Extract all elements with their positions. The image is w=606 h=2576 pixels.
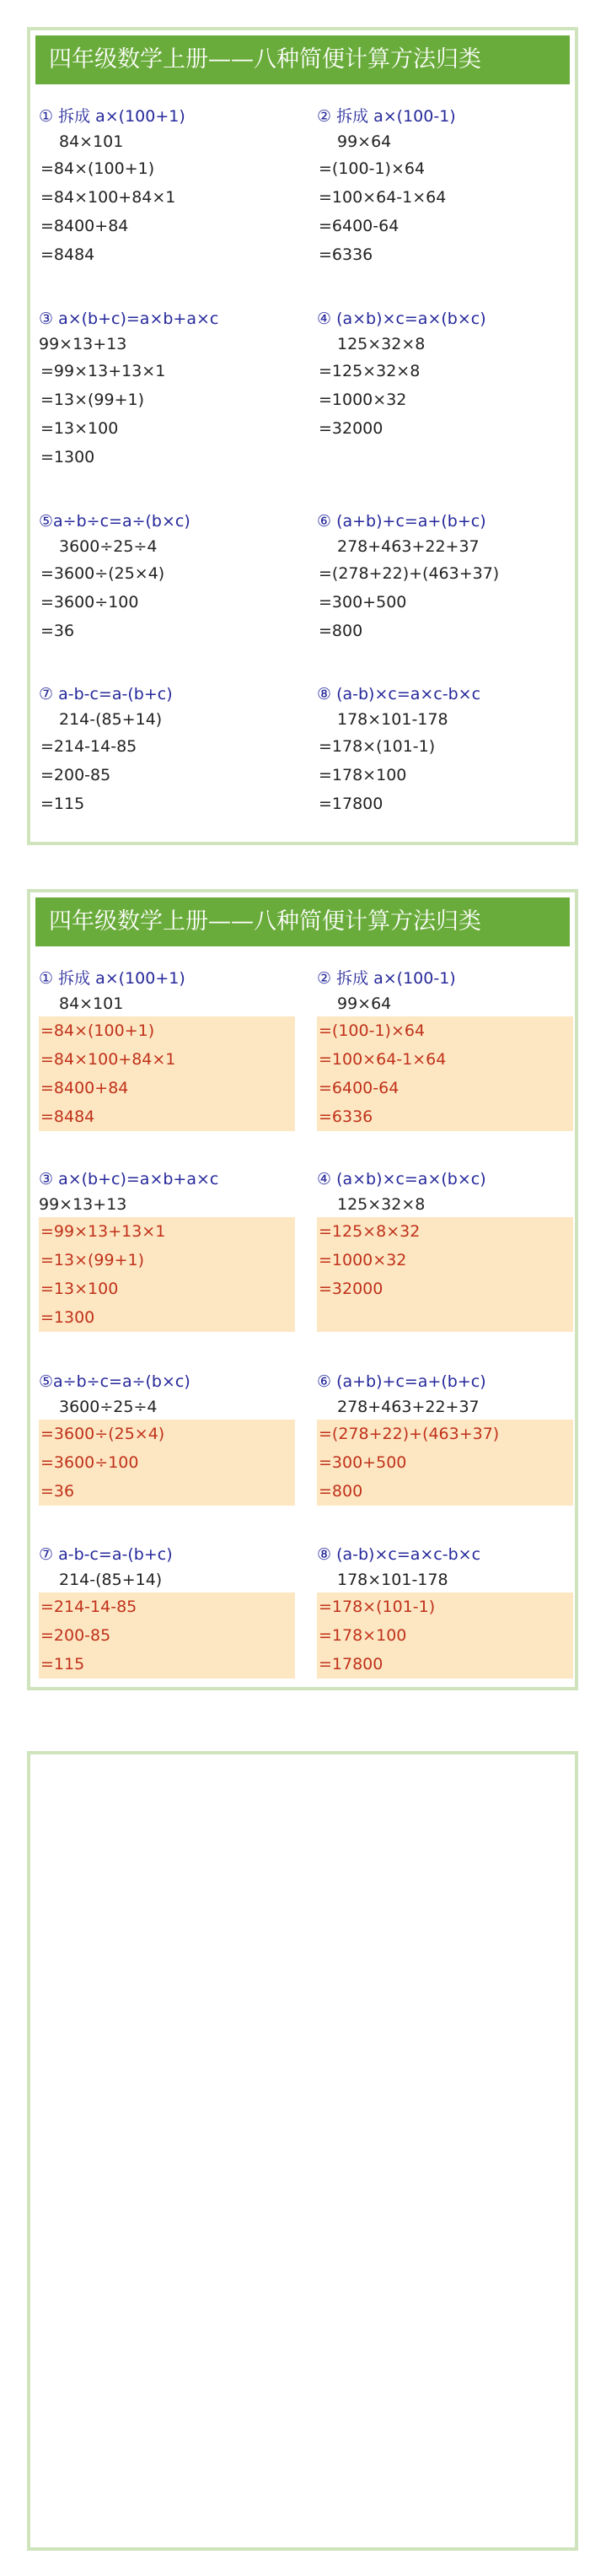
method-problem: 214-(85+14) <box>59 710 163 729</box>
method-steps <box>39 559 300 645</box>
method-problem: 3600÷25÷4 <box>59 537 158 556</box>
step-line: =36 <box>40 622 75 640</box>
method-problem: 99×64 <box>337 994 392 1013</box>
step-line: =115 <box>40 1655 85 1673</box>
worksheet-title: 四年级数学上册——八种简便计算方法归类 <box>35 897 570 946</box>
step-line: =13×100 <box>40 1280 119 1298</box>
method-steps-highlight <box>39 1592 295 1679</box>
step-line: =8484 <box>40 1107 95 1126</box>
method-1 <box>39 104 300 269</box>
step-line: =1000×32 <box>319 391 407 409</box>
method-5 <box>39 509 300 645</box>
method-problem: 178×101-178 <box>337 1571 448 1589</box>
method-steps-highlight <box>317 1420 573 1506</box>
step-line: =100×64-1×64 <box>319 1050 447 1069</box>
method-title: ⑦ a-b-c=a-(b+c) <box>39 685 173 703</box>
method-steps-highlight <box>317 1217 573 1332</box>
method-7 <box>39 682 300 818</box>
step-line: =1300 <box>40 448 95 466</box>
method-problem: 3600÷25÷4 <box>59 1398 158 1416</box>
method-problem: 99×64 <box>337 132 392 151</box>
method-steps <box>39 154 300 269</box>
step-line: =125×8×32 <box>319 1222 421 1241</box>
step-line: =100×64-1×64 <box>319 188 447 207</box>
method-problem: 84×101 <box>59 132 124 151</box>
step-line: =800 <box>319 1482 363 1501</box>
step-line: =178×100 <box>319 1626 407 1645</box>
step-line: =32000 <box>319 1280 383 1298</box>
method-steps-highlight <box>317 1592 573 1679</box>
method-title: ② 拆成 a×(100-1) <box>317 969 456 988</box>
step-line: =13×(99+1) <box>40 1251 145 1269</box>
step-line: =13×(99+1) <box>40 391 145 409</box>
method-title: ⑤a÷b÷c=a÷(b×c) <box>39 1372 190 1391</box>
step-line: =3600÷100 <box>40 1453 139 1472</box>
method-title: ⑥ (a+b)+c=a+(b+c) <box>317 1372 486 1391</box>
worksheet-panel-plain <box>27 27 578 845</box>
step-line: =36 <box>40 1482 75 1501</box>
method-steps <box>317 357 578 443</box>
step-line: =300+500 <box>319 593 407 612</box>
method-problem: 278+463+22+37 <box>337 1398 480 1416</box>
step-line: =178×100 <box>319 766 407 784</box>
step-line: =32000 <box>319 419 383 438</box>
method-title: ⑥ (a+b)+c=a+(b+c) <box>317 512 486 531</box>
step-line: =125×32×8 <box>319 362 421 380</box>
method-3 <box>39 306 300 472</box>
step-line: =84×100+84×1 <box>40 1050 176 1069</box>
step-line: =(278+22)+(463+37) <box>319 564 500 583</box>
step-line: =3600÷100 <box>40 593 139 612</box>
step-line: =8484 <box>40 245 95 264</box>
step-line: =1300 <box>40 1308 95 1327</box>
worksheet-panel-highlighted <box>27 889 578 1690</box>
method-problem: 99×13+13 <box>39 335 127 353</box>
method-title: ③ a×(b+c)=a×b+a×c <box>39 1170 219 1188</box>
method-title: ④ (a×b)×c=a×(b×c) <box>317 310 486 328</box>
method-steps <box>317 732 578 818</box>
method-problem: 278+463+22+37 <box>337 537 480 556</box>
step-line: =115 <box>40 795 85 813</box>
step-line: =6336 <box>319 1107 373 1126</box>
step-line: =84×(100+1) <box>40 159 155 178</box>
method-steps-highlight <box>317 1016 573 1131</box>
step-line: =178×(101-1) <box>319 737 436 756</box>
blank-panel <box>27 1751 578 2551</box>
method-title: ⑧ (a-b)×c=a×c-b×c <box>317 685 481 703</box>
method-problem: 214-(85+14) <box>59 1571 163 1589</box>
method-problem: 99×13+13 <box>39 1195 127 1214</box>
step-line: =17800 <box>319 795 383 813</box>
step-line: =99×13+13×1 <box>40 362 166 380</box>
step-line: =200-85 <box>40 766 111 784</box>
method-4 <box>317 306 578 443</box>
method-8 <box>317 1542 578 1679</box>
step-line: =17800 <box>319 1655 383 1673</box>
step-line: =214-14-85 <box>40 737 137 756</box>
method-problem: 125×32×8 <box>337 335 426 353</box>
step-line: =300+500 <box>319 1453 407 1472</box>
method-title: ② 拆成 a×(100-1) <box>317 107 456 126</box>
step-line: =84×(100+1) <box>40 1021 155 1040</box>
step-line: =8400+84 <box>40 1079 129 1097</box>
step-line: =3600÷(25×4) <box>40 1425 165 1443</box>
method-1 <box>39 966 300 1131</box>
method-title: ④ (a×b)×c=a×(b×c) <box>317 1170 486 1188</box>
method-2 <box>317 104 578 269</box>
method-problem: 178×101-178 <box>337 710 448 729</box>
method-steps-highlight <box>39 1217 295 1332</box>
method-6 <box>317 1369 578 1506</box>
method-title: ⑧ (a-b)×c=a×c-b×c <box>317 1545 481 1564</box>
step-line: =(100-1)×64 <box>319 1021 426 1040</box>
method-title: ⑦ a-b-c=a-(b+c) <box>39 1545 173 1564</box>
step-line: =6400-64 <box>319 217 400 235</box>
method-steps-highlight <box>39 1016 295 1131</box>
step-line: =6336 <box>319 245 373 264</box>
method-steps <box>317 154 578 269</box>
method-title: ① 拆成 a×(100+1) <box>39 107 185 126</box>
method-5 <box>39 1369 300 1506</box>
method-steps <box>39 732 300 818</box>
method-problem: 84×101 <box>59 994 124 1013</box>
step-line: =800 <box>319 622 363 640</box>
step-line: =99×13+13×1 <box>40 1222 166 1241</box>
step-line: =8400+84 <box>40 217 129 235</box>
step-line: =178×(101-1) <box>319 1598 436 1616</box>
step-line: =(278+22)+(463+37) <box>319 1425 500 1443</box>
step-line: =(100-1)×64 <box>319 159 426 178</box>
method-title: ⑤a÷b÷c=a÷(b×c) <box>39 512 190 531</box>
method-steps <box>39 357 300 472</box>
step-line: =3600÷(25×4) <box>40 564 165 583</box>
method-steps-highlight <box>39 1420 295 1506</box>
method-2 <box>317 966 578 1131</box>
method-title: ① 拆成 a×(100+1) <box>39 969 185 988</box>
method-problem: 125×32×8 <box>337 1195 426 1214</box>
step-line: =200-85 <box>40 1626 111 1645</box>
step-line: =13×100 <box>40 419 119 438</box>
method-steps <box>317 559 578 645</box>
method-6 <box>317 509 578 645</box>
step-line: =1000×32 <box>319 1251 407 1269</box>
step-line: =6400-64 <box>319 1079 400 1097</box>
method-3 <box>39 1167 300 1332</box>
method-title: ③ a×(b+c)=a×b+a×c <box>39 310 219 328</box>
worksheet-title: 四年级数学上册——八种简便计算方法归类 <box>35 35 570 84</box>
step-line: =84×100+84×1 <box>40 188 176 207</box>
method-4 <box>317 1167 578 1332</box>
step-line: =214-14-85 <box>40 1598 137 1616</box>
method-8 <box>317 682 578 818</box>
method-7 <box>39 1542 300 1679</box>
